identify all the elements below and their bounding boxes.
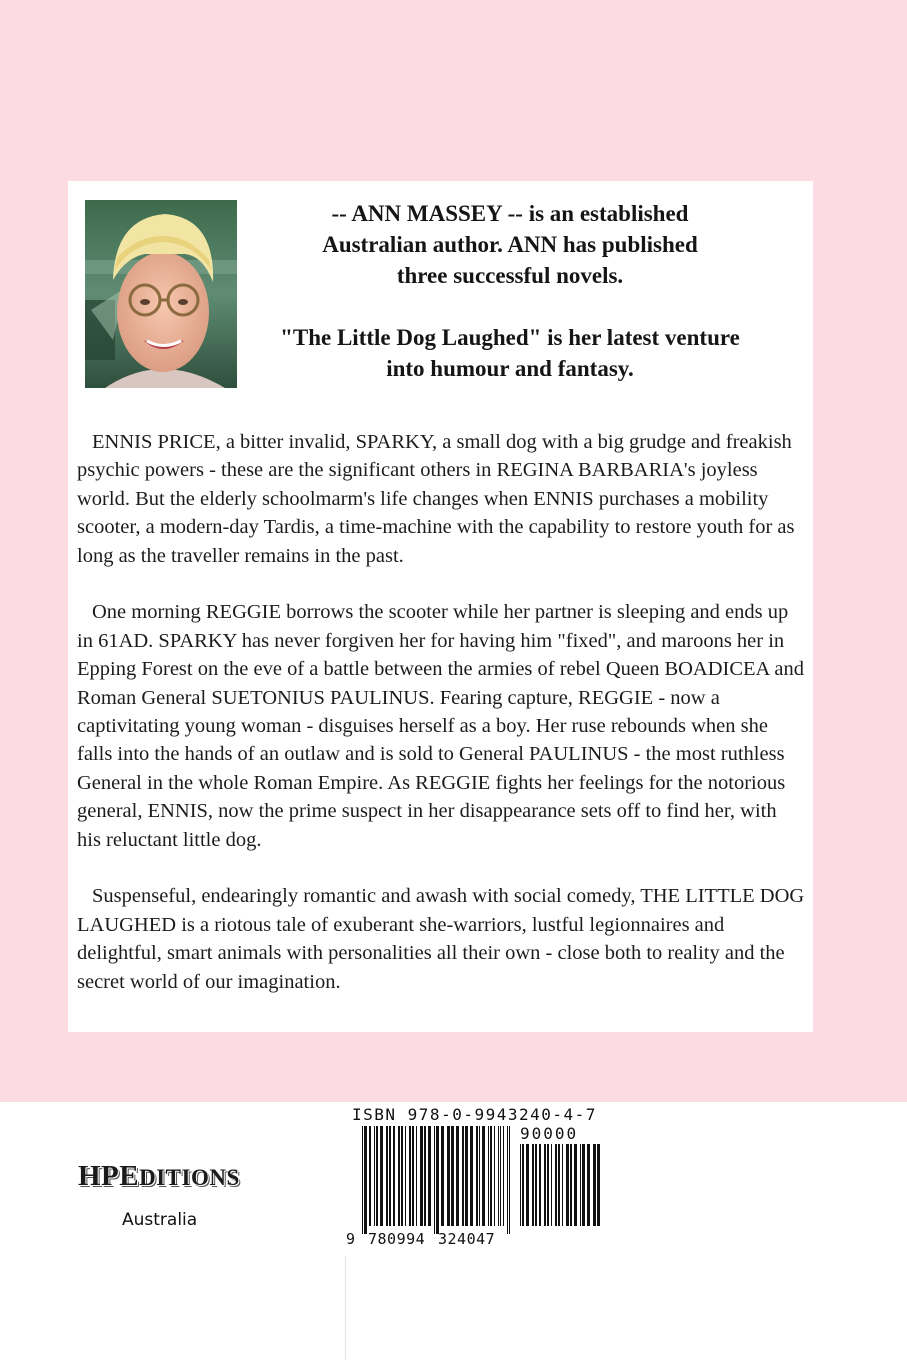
barcode-bar [558, 1144, 560, 1226]
publisher-country: Australia [122, 1210, 198, 1230]
isbn-text: ISBN 978-0-9943240-4-7 [352, 1105, 597, 1124]
barcode-bar [369, 1126, 371, 1226]
barcode-bar [428, 1126, 431, 1226]
barcode-bar [587, 1144, 590, 1226]
isbn-barcode [338, 1102, 610, 1252]
edge-line [345, 1256, 346, 1360]
barcode-digits-right: 324047 [438, 1230, 496, 1248]
barcode-bar [389, 1126, 391, 1226]
blurb-paragraph-2: One morning REGGIE borrows the scooter while her partner is sleeping and ends up in 61AD. SPARKY has never forgiven her for having him "fixed", and maroons her in Epping Forest on the eve of a battle between the armies of rebel Queen BOADICEA and Roman General SUETONIUS PAULINUS. Fearing capture, REGGIE - now a captivitating young woman - disguises herself as a boy. Her ruse rebounds when she falls into the hands of an outlaw and is sold to General PAULINUS - the most ruthless General in the whole Roman Empire. As REGGIE fights her feelings for the notorious general, ENNIS, now the prime suspect in her disappearance sets off to find her, with his reluctant little dog. [77, 601, 804, 851]
barcode-bar [374, 1126, 375, 1226]
logo-e: E [119, 1160, 140, 1192]
book-blurb [77, 428, 805, 1024]
price-code-text: 90000 [520, 1124, 579, 1143]
barcode-bar [409, 1126, 411, 1226]
bio-line: Australian author. ANN has published [322, 232, 698, 257]
barcode-bar [593, 1144, 596, 1226]
barcode-bar [500, 1126, 501, 1226]
barcode-bar [494, 1126, 495, 1226]
barcode-digits-left: 780994 [368, 1230, 426, 1248]
barcode-bar [520, 1144, 521, 1226]
bio-line: "The Little Dog Laughed" is her latest venture [280, 325, 740, 350]
barcode-digit-first: 9 [346, 1230, 356, 1248]
barcode-bar [476, 1126, 478, 1226]
barcode-bar [570, 1144, 572, 1226]
barcode-bar [547, 1144, 549, 1226]
blurb-paragraph-1: ENNIS PRICE, a bitter invalid, SPARKY, a small dog with a big grudge and freakish psychic powers - these are the significant others in REGINA BARBARIA's joyless world. But the elderly schoolmarm's life changes when ENNIS purchases a mobility scooter, a modern-day Tardis, a time-machine with the capability to restore youth for as long as the traveller remains in the past. [77, 431, 795, 567]
barcode-bar [509, 1126, 510, 1234]
barcode-bar [532, 1144, 534, 1226]
logo-rest: DITIONS [139, 1165, 240, 1190]
bio-line: three successful novels. [396, 263, 624, 288]
barcode-bars-addon [520, 1144, 600, 1226]
author-photo [85, 200, 237, 388]
barcode-bar [401, 1126, 403, 1226]
barcode-bar [562, 1144, 563, 1226]
publisher-logo [78, 1160, 240, 1193]
barcode-bar [597, 1144, 600, 1226]
barcode-bar [465, 1126, 468, 1226]
barcode-bar [490, 1126, 492, 1226]
bio-line: -- ANN MASSEY -- is an established [331, 201, 689, 226]
barcode-bar [582, 1144, 585, 1226]
barcode-bar [420, 1126, 423, 1226]
barcode-bar [580, 1144, 581, 1226]
author-portrait-icon [85, 200, 237, 388]
barcode-bar [436, 1126, 439, 1234]
barcode-bar [535, 1144, 537, 1226]
barcode-bar [539, 1144, 541, 1226]
barcode-bar [526, 1144, 529, 1226]
cover-background-edge [815, 1060, 907, 1102]
barcode-bar [362, 1126, 363, 1234]
barcode-bar [398, 1126, 400, 1226]
barcode-bar [566, 1144, 569, 1226]
barcode-bar [482, 1126, 485, 1226]
barcode-bar [498, 1126, 499, 1226]
barcode-bar [462, 1126, 464, 1226]
barcode-bar [364, 1126, 367, 1234]
barcode-bar [412, 1126, 414, 1226]
barcode-bar [507, 1126, 508, 1234]
barcode-bar [551, 1144, 552, 1226]
barcode-bar [405, 1126, 406, 1226]
author-bio [255, 198, 765, 384]
logo-hp: HP [78, 1160, 120, 1192]
blurb-paragraph-3: Suspenseful, endearingly romantic and awash with social comedy, THE LITTLE DOG LAUGHED is a riotous tale of exuberant she-warriors, lustful legionnaires and delightful, smart animals with personalities all their own - close both to reality and the secret world of our imagination. [77, 885, 805, 993]
barcode-bar [544, 1144, 546, 1226]
barcode-bar [416, 1126, 417, 1226]
barcode-bar [376, 1126, 378, 1226]
barcode-bar [451, 1126, 454, 1226]
barcode-bar [522, 1144, 524, 1226]
barcode-bar [574, 1144, 577, 1226]
barcode-bar [386, 1126, 388, 1226]
barcode-bar [479, 1126, 480, 1226]
barcode-bar [555, 1144, 557, 1226]
bio-line: into humour and fantasy. [386, 356, 634, 381]
barcode-bar [441, 1126, 444, 1226]
barcode-bar [503, 1126, 504, 1226]
barcode-bar [380, 1126, 383, 1226]
barcode-bar [470, 1126, 473, 1226]
barcode-bar [424, 1126, 426, 1226]
barcode-bar [488, 1126, 489, 1226]
barcode-bar [393, 1126, 395, 1226]
barcode-bar [456, 1126, 459, 1226]
barcode-bar [434, 1126, 435, 1234]
barcode-bar [447, 1126, 450, 1226]
